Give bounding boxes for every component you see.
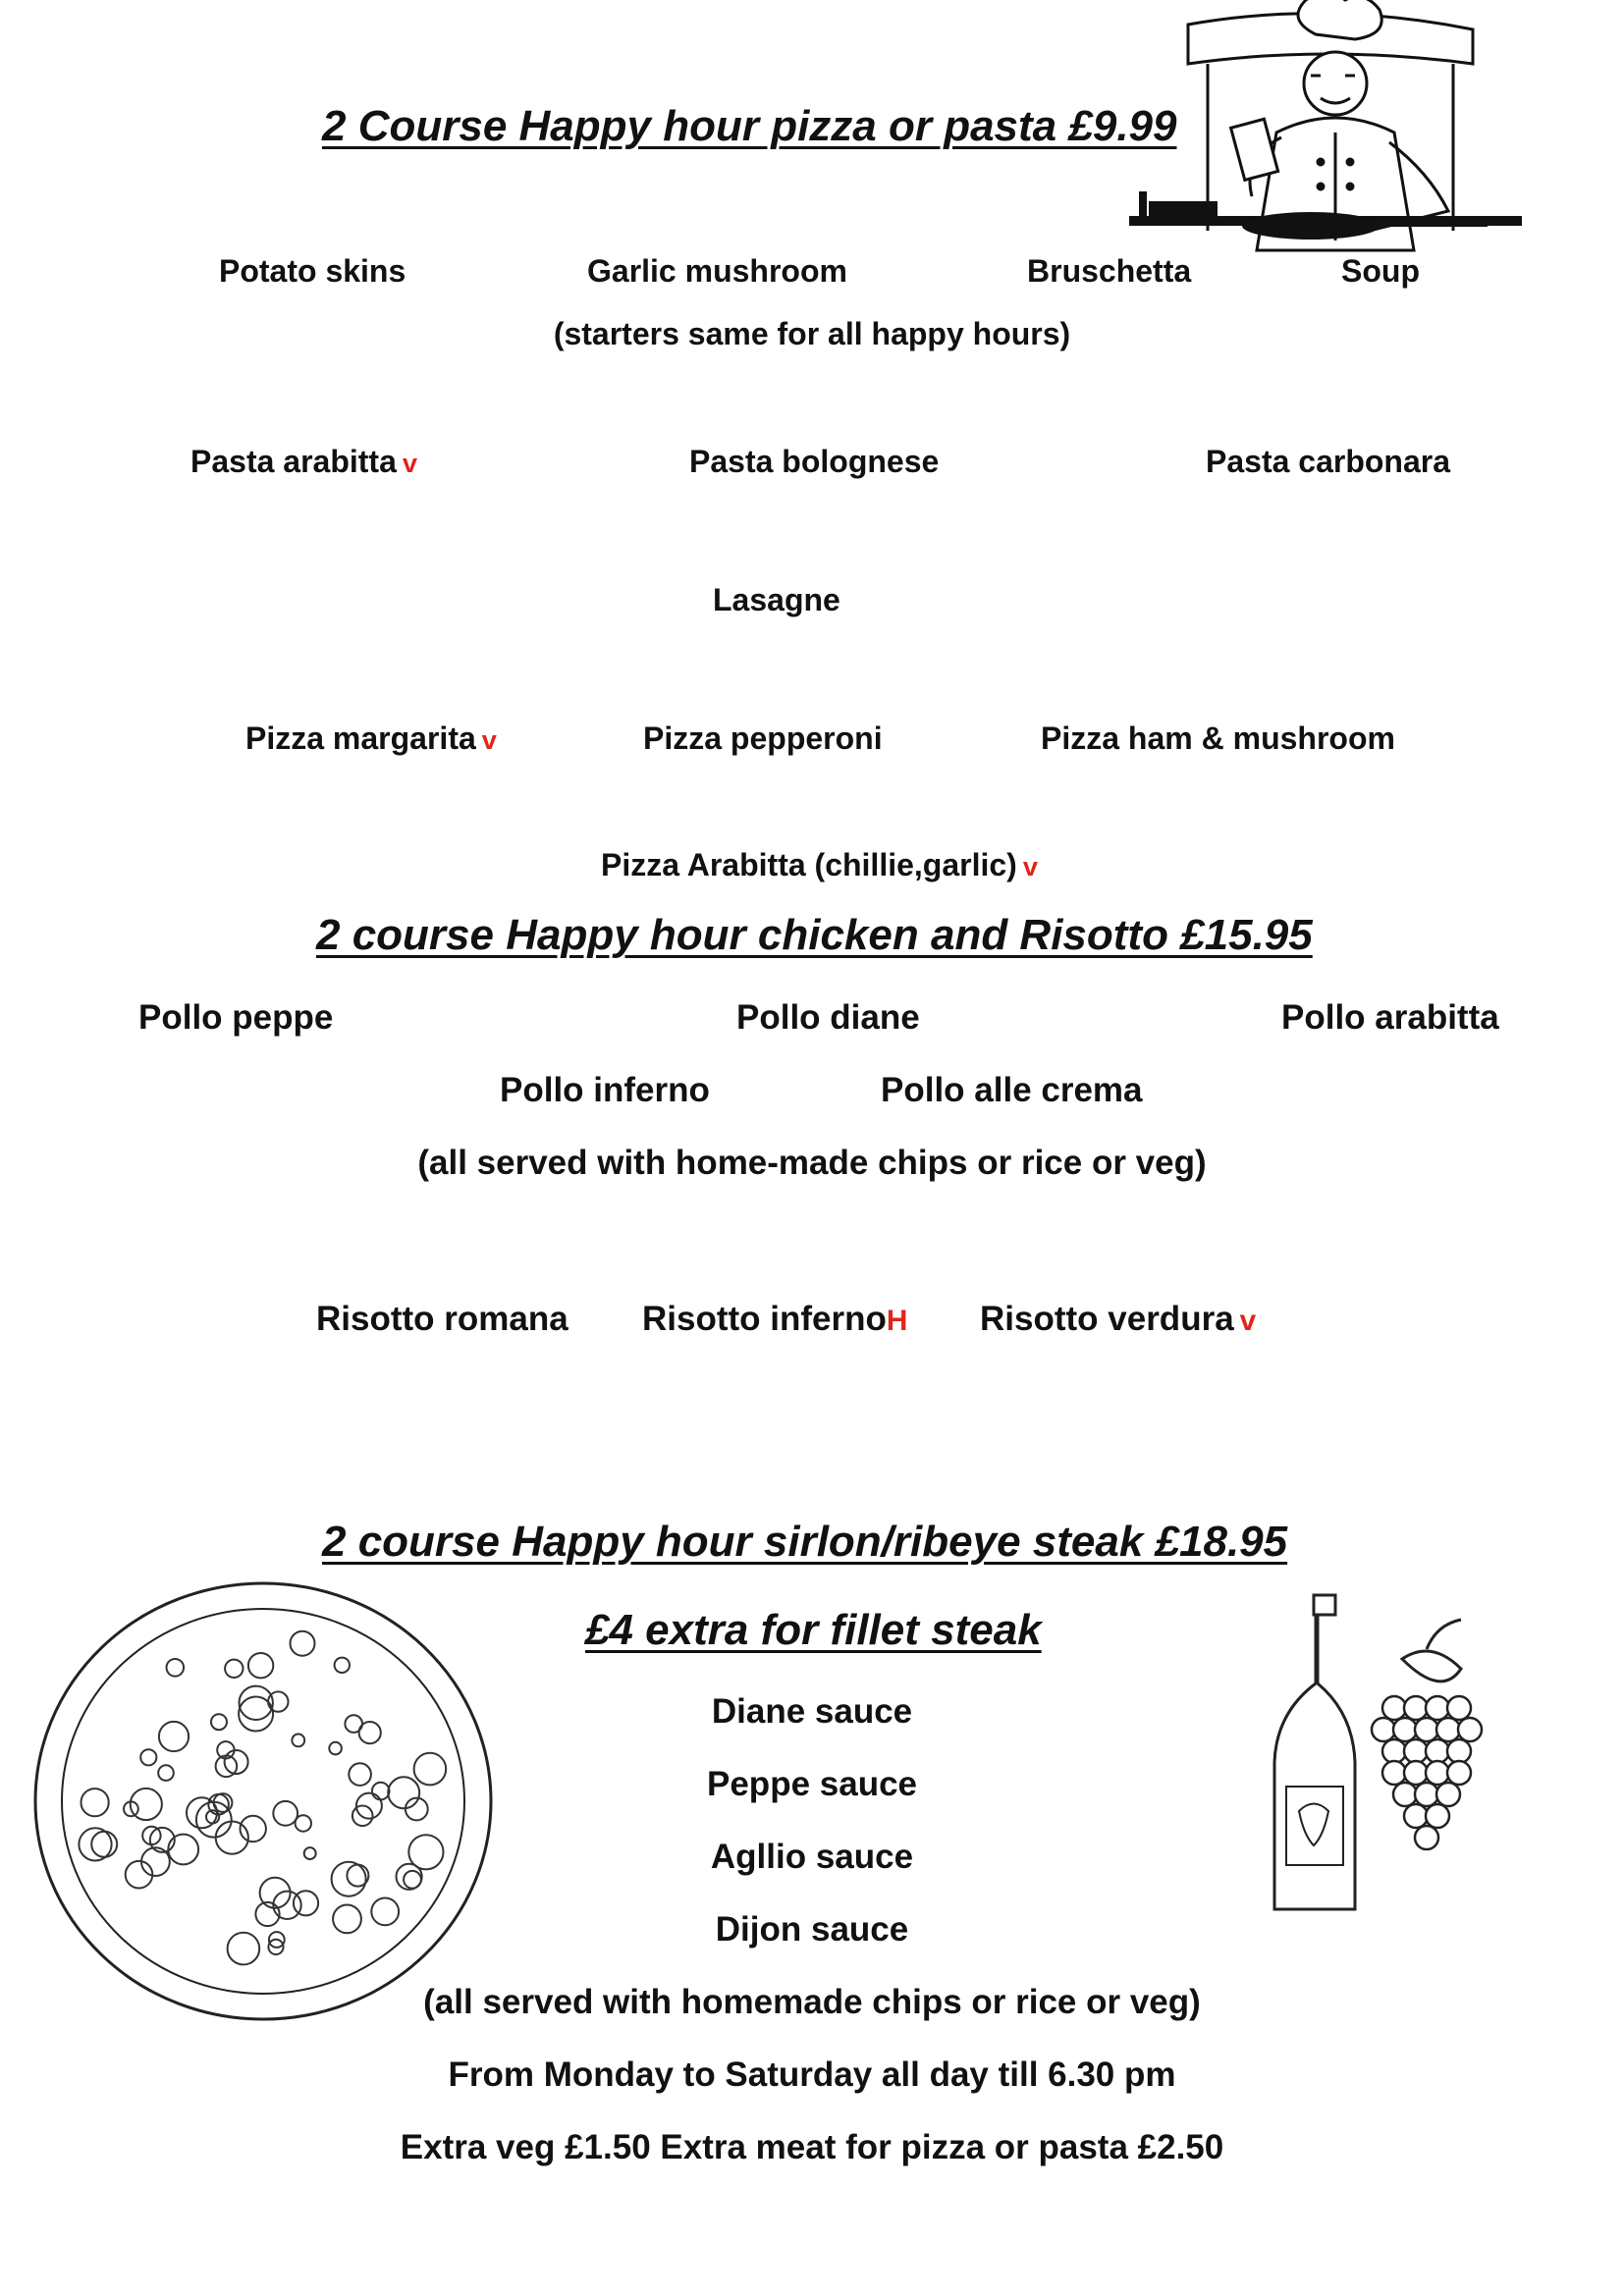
grape [1447, 1761, 1471, 1785]
steak-heading: 2 course Happy hour sirlon/ribeye steak £18.95 [322, 1518, 1288, 1566]
wine-grapes-illustration [1255, 1590, 1490, 1924]
pizza-item: Pizza ham & mushroom [1041, 721, 1395, 756]
chicken-risotto-heading: 2 course Happy hour chicken and Risotto £15.95 [316, 911, 1313, 959]
pasta-item: Pasta bolognese [689, 444, 940, 479]
pizza-extra-label: Pizza Arabitta (chillie,garlic) [601, 847, 1017, 882]
hot-marker: H [886, 1305, 908, 1337]
pizza-topping [335, 1658, 350, 1673]
grape [1404, 1739, 1428, 1763]
steak-subheading: £4 extra for fillet steak [585, 1606, 1042, 1654]
sauce-item: Dijon sauce [715, 1910, 909, 1949]
pizza-topping [225, 1660, 243, 1678]
vegetarian-marker: v [481, 724, 497, 755]
pasta-item: Pasta carbonara [1206, 444, 1451, 479]
risotto-item: Risotto romana [316, 1300, 568, 1338]
chef-illustration [1119, 5, 1532, 280]
pizza-extra-item [601, 847, 1038, 883]
lasagne-item: Lasagne [713, 582, 840, 617]
starter-item: Potato skins [219, 253, 406, 289]
pizza-topping [273, 1801, 298, 1826]
starters-note: (starters same for all happy hours) [553, 316, 1071, 351]
vegetarian-marker: v [1239, 1305, 1257, 1337]
grape [1382, 1761, 1406, 1785]
pizza-item: Pizza pepperoni [643, 721, 883, 756]
chicken-item: Pollo alle crema [881, 1071, 1143, 1109]
risotto-item [642, 1300, 907, 1339]
pizza-topping [329, 1742, 342, 1755]
pizza-item [245, 721, 497, 757]
vegetarian-marker: v [1022, 851, 1038, 881]
pasta-item [190, 444, 417, 480]
pizza-topping [292, 1735, 304, 1747]
sauce-item: Agllio sauce [710, 1838, 914, 1876]
grape [1436, 1718, 1460, 1741]
grape [1404, 1761, 1428, 1785]
risotto-item-label: Risotto verdura [980, 1300, 1234, 1338]
grape [1382, 1739, 1406, 1763]
risotto-item-label: Risotto inferno [642, 1300, 887, 1338]
pizza-topping [248, 1653, 273, 1678]
availability-text: From Monday to Saturday all day till 6.30 pm [448, 2056, 1176, 2094]
starter-item: Garlic mushroom [587, 253, 847, 289]
grape [1393, 1783, 1417, 1806]
extras-text: Extra veg £1.50 Extra meat for pizza or pasta £2.50 [400, 2128, 1224, 2166]
chicken-item: Pollo peppe [138, 998, 334, 1037]
chicken-item: Pollo inferno [500, 1071, 710, 1109]
vegetarian-marker: v [402, 448, 417, 478]
grape [1447, 1696, 1471, 1720]
grape [1458, 1718, 1482, 1741]
pizza-topping [291, 1631, 315, 1656]
pizza-topping [140, 1749, 156, 1765]
pizza-topping [167, 1659, 185, 1677]
grape [1372, 1718, 1395, 1741]
grape [1436, 1783, 1460, 1806]
starter-item: Soup [1341, 253, 1420, 289]
grape [1415, 1718, 1438, 1741]
grape [1426, 1804, 1449, 1828]
risotto-item [980, 1300, 1256, 1339]
sauce-item: Peppe sauce [707, 1765, 917, 1803]
grape [1426, 1696, 1449, 1720]
chicken-item: Pollo diane [736, 998, 920, 1037]
steak-note: (all served with homemade chips or rice or veg) [423, 1983, 1201, 2021]
chicken-item: Pollo arabitta [1281, 998, 1499, 1037]
grape [1426, 1761, 1449, 1785]
chicken-note: (all served with home-made chips or rice or veg) [417, 1144, 1207, 1182]
grape [1426, 1739, 1449, 1763]
grape [1415, 1783, 1438, 1806]
grape [1415, 1826, 1438, 1849]
pizza-item-label: Pizza margarita [245, 721, 476, 756]
pasta-item-label: Pasta arabitta [190, 444, 397, 479]
pizza-topping [296, 1815, 311, 1831]
grape [1393, 1718, 1417, 1741]
pizza-pasta-heading: 2 Course Happy hour pizza or pasta £9.99 [322, 102, 1177, 150]
starter-item: Bruschetta [1027, 253, 1192, 289]
sauce-item: Diane sauce [711, 1692, 913, 1731]
grape [1382, 1696, 1406, 1720]
grape [1404, 1804, 1428, 1828]
pizza-topping [260, 1878, 291, 1908]
grape [1404, 1696, 1428, 1720]
grape [1447, 1739, 1471, 1763]
